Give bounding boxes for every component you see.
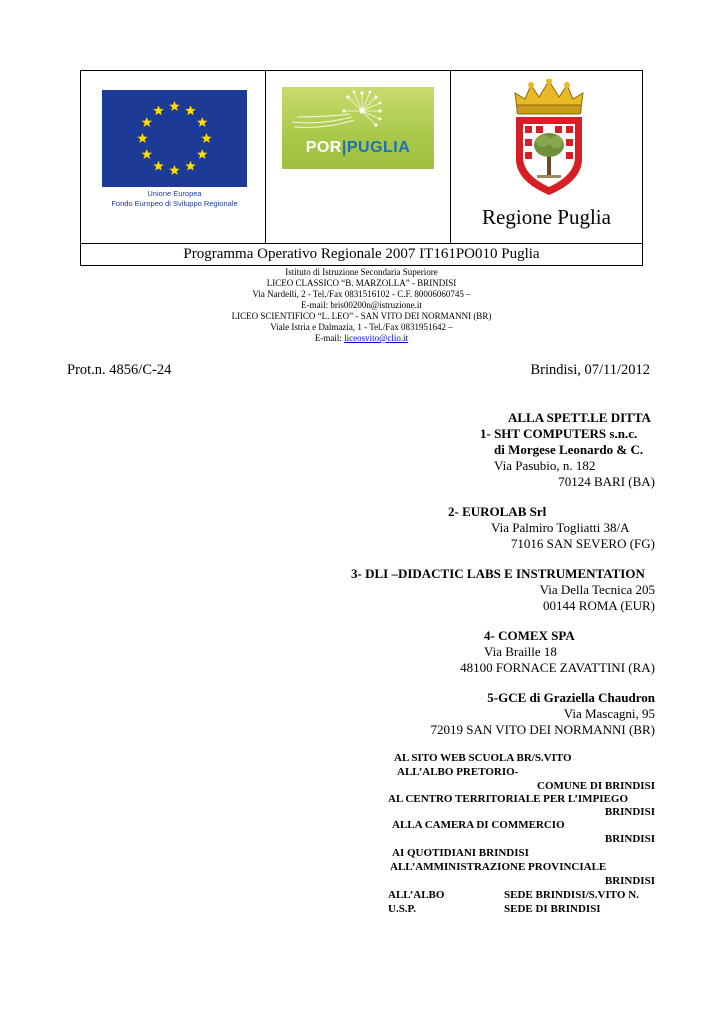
distribution-usp-left: U.S.P. bbox=[388, 903, 417, 915]
por-puglia-logo bbox=[282, 87, 434, 169]
eu-star-icon bbox=[142, 149, 152, 159]
distribution-amministrazione: ALL’AMMINISTRAZIONE PROVINCIALE bbox=[390, 861, 607, 873]
distribution-albo-left: ALL’ALBO bbox=[388, 889, 445, 901]
distribution-web: AL SITO WEB SCUOLA BR/S.VITO bbox=[394, 752, 572, 764]
region-name: Regione Puglia bbox=[482, 205, 611, 229]
eu-star-icon bbox=[153, 105, 163, 115]
recipient-4-street: Via Braille 18 bbox=[484, 644, 557, 659]
eu-flag-icon bbox=[102, 90, 247, 187]
distribution-albo-pretorio: ALL’ALBO PRETORIO- bbox=[397, 766, 519, 778]
liceo-classico-address: Via Nardelli, 2 - Tel./Fax 0831516102 - C.F. 80006060745 – bbox=[252, 289, 471, 299]
por-puglia-wordmark: POR|PUGLIA bbox=[305, 139, 411, 156]
recipient-3-name: 3- DLI –DIDACTIC LABS E INSTRUMENTATION bbox=[351, 566, 645, 581]
distribution-quotidiani: AI QUOTIDIANI BRINDISI bbox=[392, 847, 529, 859]
header-logo-box bbox=[80, 70, 643, 266]
recipient-1-street: Via Pasubio, n. 182 bbox=[494, 458, 596, 473]
eu-caption-line1: Unione Europea bbox=[147, 189, 202, 198]
recipient-1-name: 1- SHT COMPUTERS s.n.c. bbox=[480, 426, 638, 441]
recipient-3-street: Via Della Tecnica 205 bbox=[539, 582, 655, 597]
recipient-4-city: 48100 FORNACE ZAVATTINI (RA) bbox=[460, 660, 655, 675]
distribution-centro-impiego: AL CENTRO TERRITORIALE PER L’IMPIEGO bbox=[388, 793, 629, 805]
eu-star-icon bbox=[142, 117, 152, 127]
liceo-classico-name: LICEO CLASSICO “B. MARZOLLA” - BRINDISI bbox=[266, 278, 457, 288]
eu-star-icon bbox=[201, 133, 211, 143]
school-type: Istituto di Istruzione Secondaria Superiore bbox=[285, 267, 438, 277]
por-logo-cell bbox=[266, 71, 451, 243]
eu-star-icon bbox=[153, 161, 163, 171]
recipient-5-name: 5-GCE di Graziella Chaudron bbox=[487, 690, 655, 705]
eu-star-icon bbox=[197, 149, 207, 159]
distribution-usp-right: SEDE DI BRINDISI bbox=[504, 903, 601, 915]
regione-puglia-crest-icon bbox=[511, 79, 587, 197]
distribution-city-1: BRINDISI bbox=[604, 806, 655, 818]
recipient-2-name: 2- EUROLAB Srl bbox=[448, 504, 547, 519]
distribution-albo-right: SEDE BRINDISI/S.VITO N. bbox=[504, 889, 639, 901]
distribution-city-2: BRINDISI bbox=[604, 833, 655, 845]
eu-star-icon bbox=[137, 133, 147, 143]
eu-caption-line2: Fondo Europeo di Sviluppo Regionale bbox=[111, 199, 238, 208]
liceo-scientifico-address: Viale Istria e Dalmazia, 1 - Tel./Fax 0831951642 – bbox=[270, 322, 453, 332]
recipients-heading: ALLA SPETT.LE DITTA bbox=[508, 410, 651, 425]
regione-logo-cell bbox=[451, 71, 642, 243]
place-date: Brindisi, 07/11/2012 bbox=[530, 362, 650, 378]
recipient-2-city: 71016 SAN SEVERO (FG) bbox=[510, 536, 655, 551]
eu-star-icon bbox=[185, 161, 195, 171]
recipient-5-street: Via Mascagni, 95 bbox=[563, 706, 655, 721]
liceo-classico-email: E-mail: bris00200n@istruzione.it bbox=[301, 300, 422, 310]
eu-star-icon bbox=[185, 105, 195, 115]
eu-star-icon bbox=[197, 117, 207, 127]
programme-title: Programma Operativo Regionale 2007 IT161PO010 Puglia bbox=[183, 246, 540, 262]
por-label: POR bbox=[305, 139, 342, 156]
email-label: E-mail: bbox=[314, 333, 345, 343]
recipient-5-city: 72019 SAN VITO DEI NORMANNI (BR) bbox=[430, 722, 655, 737]
recipient-3-city: 00144 ROMA (EUR) bbox=[543, 598, 655, 613]
eu-logo-cell bbox=[81, 71, 266, 243]
liceo-scientifico-name: LICEO SCIENTIFICO “L. LEO” - SAN VITO DEI NORMANNI (BR) bbox=[231, 311, 492, 321]
distribution-city-3: BRINDISI bbox=[604, 875, 655, 887]
por-region: PUGLIA bbox=[346, 139, 411, 156]
recipient-2-street: Via Palmiro Togliatti 38/A bbox=[491, 520, 630, 535]
distribution-comune: COMUNE DI BRINDISI bbox=[537, 780, 655, 792]
liceo-scientifico-email-line bbox=[80, 333, 643, 344]
eu-caption bbox=[102, 189, 247, 217]
recipient-1-sub: di Morgese Leonardo & C. bbox=[494, 442, 644, 457]
eu-star-icon bbox=[169, 101, 179, 111]
recipient-1-city: 70124 BARI (BA) bbox=[558, 474, 655, 489]
distribution-camera-commercio: ALLA CAMERA DI COMMERCIO bbox=[392, 819, 565, 831]
logo-row bbox=[81, 71, 642, 244]
recipient-4-name: 4- COMEX SPA bbox=[484, 628, 575, 643]
protocol-number: Prot.n. 4856/C-24 bbox=[67, 362, 172, 378]
liceo-scientifico-email-link[interactable]: liceosvito@clio.it bbox=[344, 333, 409, 343]
eu-star-icon bbox=[169, 165, 179, 175]
